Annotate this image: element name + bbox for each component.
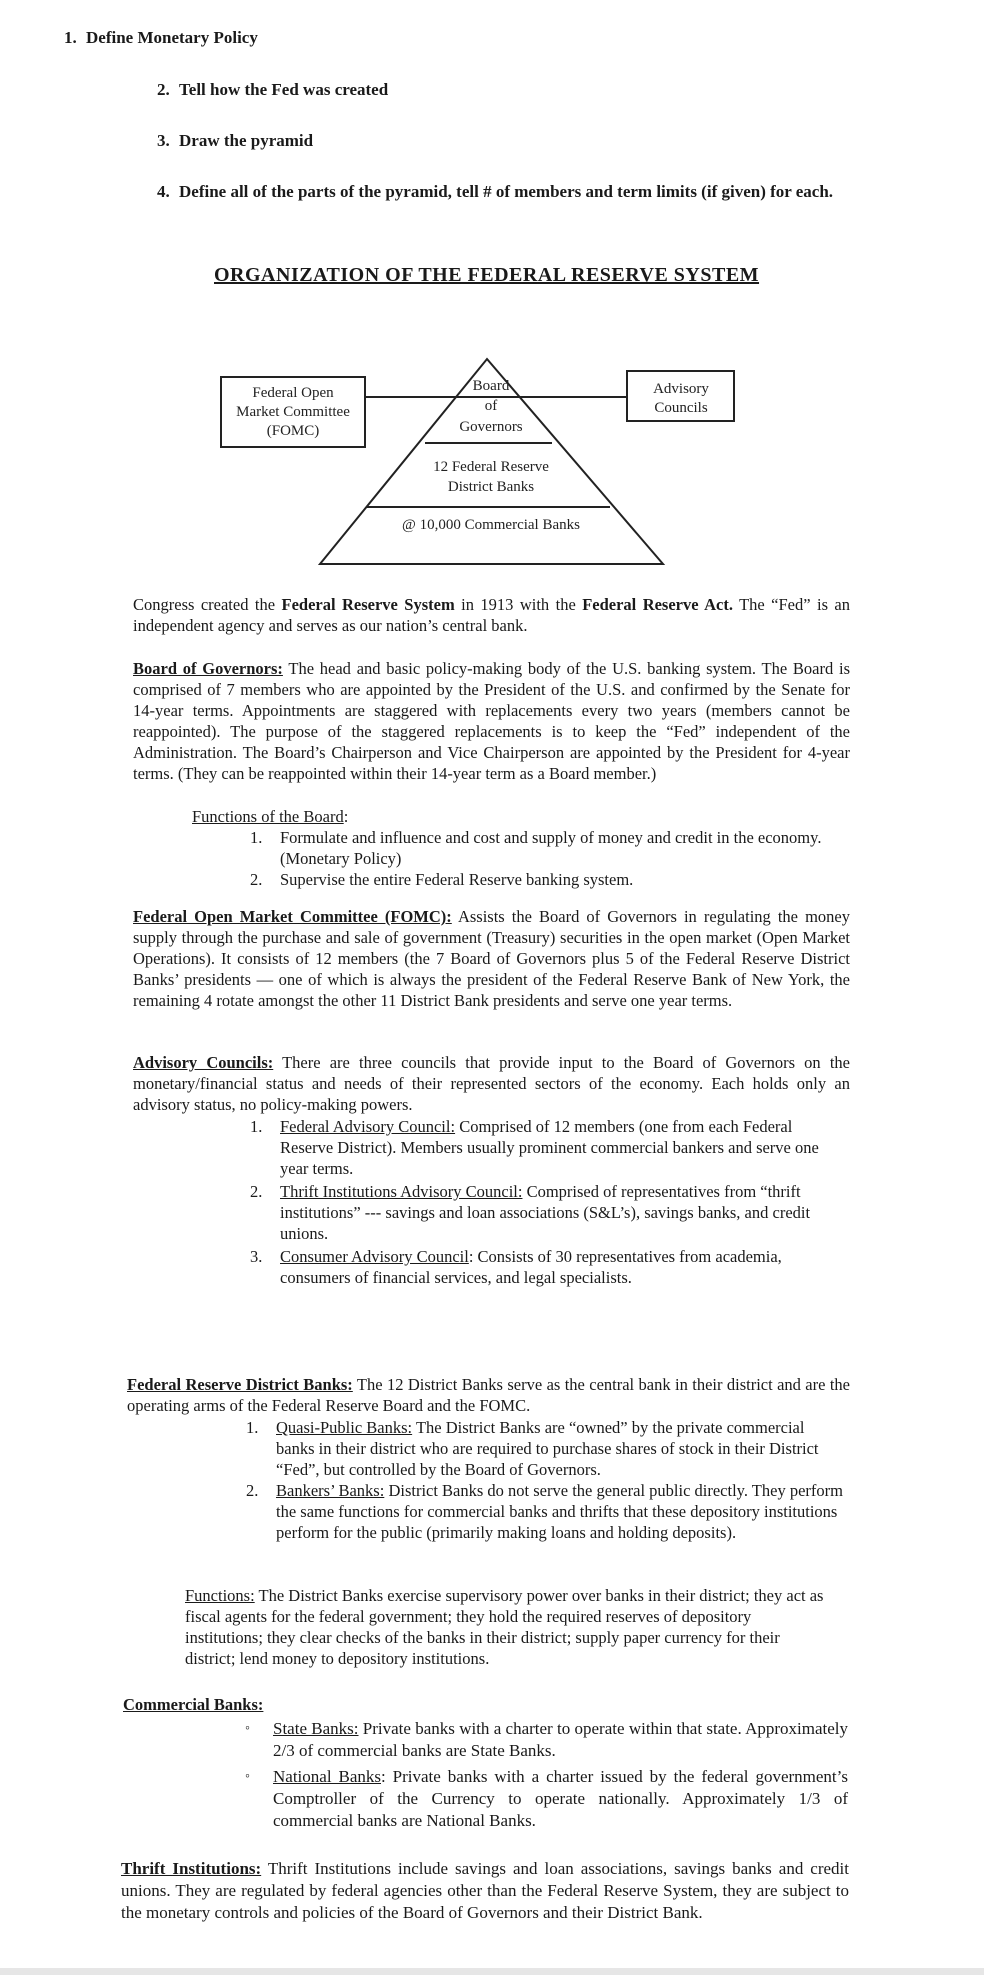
item-number: 1. — [246, 1418, 259, 1437]
board-label-line1: Board — [472, 378, 510, 394]
district-label-line2: District Banks — [447, 479, 535, 495]
board-label-line3: Governors — [459, 419, 523, 435]
section-heading: Thrift Institutions: — [121, 1859, 262, 1878]
advisory-list — [250, 1116, 848, 1288]
section-text: There are three councils that provide input to the Board of Governors on the monetary/financial status and needs of their represented sectors of the economy. Each holds only an advisory status, no policy-making powers. — [133, 1053, 850, 1114]
item-text: Formulate and influence and cost and supply of money and credit in the economy. (Monetary Policy) — [280, 828, 822, 868]
advisory-label-line2: Councils — [654, 400, 708, 416]
question-number: 4. — [157, 182, 170, 201]
list-item — [246, 1480, 844, 1543]
item-text: Supervise the entire Federal Reserve banking system. — [280, 870, 634, 889]
functions-heading — [192, 806, 852, 827]
fomc-label-line2: Market Committee — [236, 404, 350, 420]
item-number: 1. — [250, 1117, 263, 1136]
section-heading: Advisory Councils: — [133, 1053, 274, 1072]
section-text: Thrift Institutions include savings and loan associations, savings banks and credit unions. They are regulated by federal agencies other than the Federal Reserve System, they are subject to the monetary controls and policies of the Board of Governors and their District Bank. — [121, 1859, 849, 1922]
list-item — [250, 1181, 848, 1244]
board-label-line2: of — [484, 398, 498, 414]
commercial-label: @ 10,000 Commercial Banks — [402, 517, 580, 533]
advisory-label-line1: Advisory — [653, 381, 709, 397]
district-functions — [185, 1585, 825, 1669]
list-item — [246, 1417, 844, 1480]
functions-colon: : — [343, 807, 349, 826]
fomc-section — [133, 906, 850, 1011]
section-heading: Board of Governors: — [133, 659, 283, 678]
item-number: 2. — [250, 1182, 263, 1201]
question-text: Define all of the parts of the pyramid, tell # of members and term limits (if given) for each. — [179, 182, 834, 201]
district-label-line1: 12 Federal Reserve — [433, 459, 549, 475]
item-text: Comprised of representatives from “thrift institutions” --- savings and loan associations (S&L’s), savings banks, and credit unions. — [280, 1182, 811, 1243]
item-number: 1. — [250, 828, 263, 847]
list-item — [250, 827, 852, 869]
item-label: Consumer Advisory Council — [280, 1247, 469, 1266]
item-label: Thrift Institutions Advisory Council: — [280, 1182, 523, 1201]
question-number: 2. — [157, 80, 170, 99]
section-text: Assists the Board of Governors in regulating the money supply through the purchase and sale of government (Treasury) securities in the open market (Open Market Operations). It consists of 12 members (the 7 Board of Governors plus 5 of the Federal Reserve District Banks’ presidents — one of which is always the president of the Federal Reserve Bank of New York, the remaining 4 rotate amongst the other 11 District Bank presidents and serve one year terms. — [133, 907, 850, 1010]
question-text: Define Monetary Policy — [86, 28, 258, 47]
item-text: : Private banks with a charter issued by the federal government’s Comptroller of the Currency to operate nationally. Approximately 1/3 of commercial banks are National Banks. — [273, 1767, 848, 1830]
advisory-section — [133, 1052, 850, 1115]
functions-label: Functions: — [185, 1586, 255, 1605]
commercial-list — [245, 1718, 848, 1832]
intro-text: The “Fed” is an independent agency and serves as our nation’s central bank. — [133, 595, 851, 635]
question-2 — [157, 80, 388, 100]
item-number: 2. — [246, 1481, 259, 1500]
page-title: ORGANIZATION OF THE FEDERAL RESERVE SYSTEM — [214, 264, 760, 286]
intro-text: in 1913 with the — [454, 595, 583, 614]
item-label: Bankers’ Banks: — [276, 1481, 385, 1500]
section-text: The head and basic policy-making body of the U.S. banking system. The Board is comprised of 7 members who are appointed by the President of the U.S. and confirmed by the Senate for 14-year terms. Appointments are staggered with replacements every two years (members cannot be reappointed). The purpose of the staggered replacements is to keep the “Fed” independent of the Administration. The Board’s Chairperson and Vice Chairperson are appointed by the President for 4-year terms. (They can be reappointed within their 14-year term as a Board member.) — [133, 659, 850, 783]
district-section — [127, 1374, 850, 1416]
item-text: District Banks do not serve the general public directly. They perform the same functions for commercial banks and thrifts that these depository institutions perform for the public (primarily making loans and holding deposits). — [276, 1481, 843, 1542]
intro-bold: Federal Reserve System — [281, 595, 455, 614]
board-functions — [192, 806, 852, 890]
section-heading: Commercial Banks: — [123, 1695, 264, 1714]
intro-paragraph — [133, 594, 850, 636]
functions-label: Functions of the Board — [192, 807, 344, 826]
item-label: National Banks — [273, 1767, 381, 1786]
item-label: State Banks: — [273, 1719, 359, 1738]
section-text: The 12 District Banks serve as the central bank in their district and are the operating arms of the Federal Reserve Board and the FOMC. — [127, 1375, 850, 1415]
board-section — [133, 658, 850, 784]
item-text: : Consists of 30 representatives from academia, consumers of financial services, and legal specialists. — [280, 1247, 782, 1287]
question-number: 3. — [157, 131, 170, 150]
list-item — [250, 869, 852, 890]
list-item — [250, 1246, 848, 1288]
section-heading: Federal Reserve District Banks: — [127, 1375, 353, 1394]
question-text: Tell how the Fed was created — [179, 80, 389, 99]
question-4 — [157, 182, 833, 202]
commercial-section — [123, 1694, 523, 1715]
item-text: The District Banks are “owned” by the private commercial banks in their district who are required to purchase shares of stock in their District “Fed”, but controlled by the Board of Governors. — [276, 1418, 819, 1479]
fomc-label-line3: (FOMC) — [266, 423, 320, 439]
intro-bold: Federal Reserve Act. — [582, 595, 733, 614]
list-item — [250, 1116, 848, 1179]
section-heading: Federal Open Market Committee (FOMC): — [133, 907, 452, 926]
item-number: 2. — [250, 870, 263, 889]
fomc-label-line1: Federal Open — [252, 385, 334, 401]
bullet-icon: ◦ — [245, 1721, 250, 1736]
item-label: Federal Advisory Council: — [280, 1117, 456, 1136]
item-text: Private banks with a charter to operate within that state. Approximately 2/3 of commercial banks are State Banks. — [273, 1719, 848, 1760]
item-text: Comprised of 12 members (one from each Federal Reserve District). Members usually prominent commercial bankers and serve one year terms. — [280, 1117, 819, 1178]
list-item — [245, 1718, 848, 1762]
pyramid-diagram — [200, 340, 760, 580]
item-label: Quasi-Public Banks: — [276, 1418, 413, 1437]
intro-text: Congress created the — [133, 595, 282, 614]
bullet-icon: ◦ — [245, 1769, 250, 1784]
question-1 — [64, 28, 258, 48]
functions-text: The District Banks exercise supervisory power over banks in their district; they act as fiscal agents for the federal government; they hold the required reserves of depository institutions; they clear checks of the banks in their district; supply paper currency for their district; lend money to depository institutions. — [185, 1586, 824, 1668]
question-number: 1. — [64, 28, 77, 47]
thrift-section — [121, 1858, 849, 1924]
list-item — [245, 1766, 848, 1832]
district-list — [246, 1417, 844, 1543]
question-text: Draw the pyramid — [179, 131, 314, 150]
question-3 — [157, 131, 313, 151]
item-number: 3. — [250, 1247, 263, 1266]
page-bottom-edge — [0, 1968, 984, 1975]
